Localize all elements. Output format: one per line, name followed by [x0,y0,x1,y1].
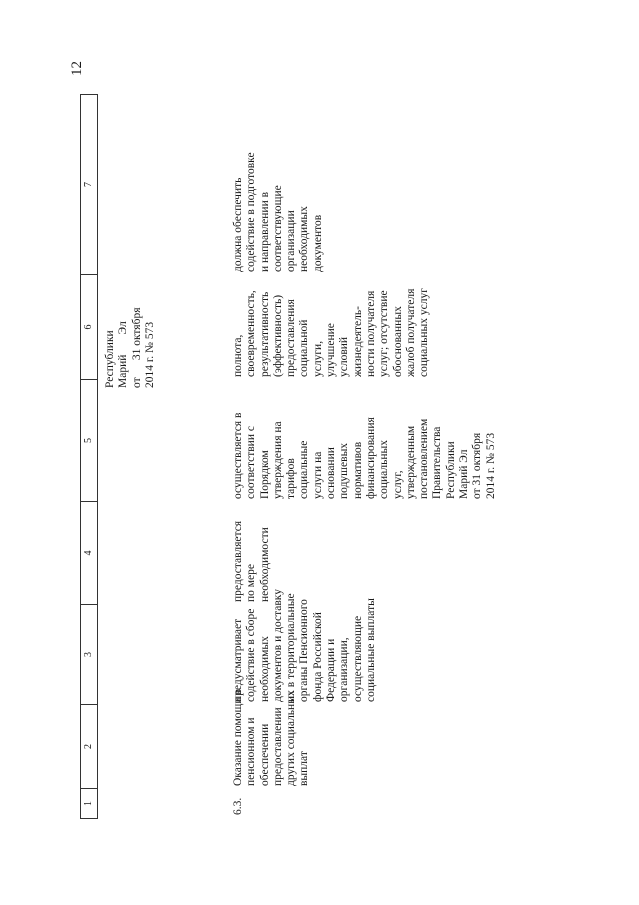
cell-line: социальные выплаты [364,598,377,702]
carryover-line: 2014 г. № 573 [143,321,156,388]
service-cost-cell [232,380,639,502]
cell-line: организации [285,210,298,272]
cell-line: соответствующие [271,185,284,272]
cell-line: жизнедеятель- [351,306,364,377]
quality-indicators-cell [232,275,639,380]
cell-line: предоставляется [232,520,244,602]
cell-line: 2014 г. № 573 [484,432,497,499]
cell-line: своевременность, [245,290,258,377]
conditions-cell [232,94,639,275]
carryover-line: Республики [104,330,116,388]
cell-line: основании [325,447,338,499]
carryover-text [104,270,157,388]
cell-line: от 31 октября [471,432,484,499]
cell-line: документов и доставку [271,589,284,702]
cell-line: Марий Эл [458,449,471,499]
cell-line: по мере [245,563,258,602]
cell-line: фонда Российской [311,612,324,702]
header-col-5: 5 [81,380,97,502]
cell-line: осуществляющие [351,615,364,702]
carryover-line: от 31 октября [130,307,143,388]
cell-line: услуги на [311,451,324,499]
cell-line: документов [311,214,324,272]
cell-line: организации, [338,637,351,702]
cell-line: социальных услуг [418,288,431,377]
cell-line: выплат [298,751,311,786]
cell-line: (эффективность) [271,294,284,377]
cell-line: подушевых [338,442,351,499]
cell-line: предоставлении [271,707,284,786]
cell-line: условий [338,336,351,377]
cell-line: и направлении в [258,191,271,272]
service-description-cell [232,589,639,705]
cell-line: обоснованных [391,306,404,377]
cell-line: ности получателя [364,290,377,377]
cell-line: социальной [298,319,311,377]
cell-line: нормативов [351,441,364,499]
cell-line: услуги, [311,340,324,377]
cell-line: пенсионном и [245,717,258,786]
cell-line: социальные [298,440,311,499]
cell-line: утверждения на [271,421,284,499]
cell-line: необходимых [298,206,311,272]
cell-line: осуществляется в [232,412,244,499]
table-row-6-3 [232,94,639,819]
table-header-row [80,94,98,819]
cell-line: должна обеспечить [232,177,244,272]
cell-line: содействие в сборе [245,608,258,702]
cell-line: Порядком [258,450,271,499]
cell-line: социальных [378,440,391,499]
header-col-7: 7 [81,94,97,275]
carryover-line: Марий Эл [117,321,130,388]
cell-line: улучшение [325,323,338,377]
row-number: 6.3. [232,797,244,815]
cell-line: обеспечении [258,723,271,786]
cell-line: постановлением [418,418,431,499]
cell-line: необходимых [258,636,271,702]
cell-line: Правительства [431,426,444,499]
header-col-4: 4 [81,502,97,605]
rotated-table [80,94,595,819]
cell-line: утвержденным [404,425,417,499]
cell-line: Республики [444,441,457,499]
header-col-2: 2 [81,705,97,789]
cell-line: органы Пенсионного [298,599,311,702]
cell-line: жалоб получателя [404,288,417,377]
cell-line: услуг, [391,470,404,499]
cell-line: необходимости [258,527,271,602]
cell-line: содействие в подготовке [245,152,258,272]
cell-line: соответствии с [245,426,258,499]
cell-line: полнота, [232,334,244,377]
cell-line: предусматривает [232,618,244,702]
service-name-cell [232,689,639,789]
cell-line: их в территориальные [285,593,298,702]
cell-line: финансирования [364,417,377,499]
cell-line: других социальных [285,690,298,786]
header-col-3: 3 [81,605,97,705]
cell-line: Оказание помощи в [232,689,244,786]
cell-line: результативность [258,291,271,377]
service-term-cell [232,502,639,605]
cell-line: предоставления [285,299,298,377]
cell-line: тарифов [285,458,298,499]
cell-line: услуг; отсутствие [378,290,391,377]
page-number: 12 [69,61,85,76]
header-col-1: 1 [81,789,97,819]
header-col-6: 6 [81,275,97,380]
cell-line: Федерации и [325,638,338,702]
